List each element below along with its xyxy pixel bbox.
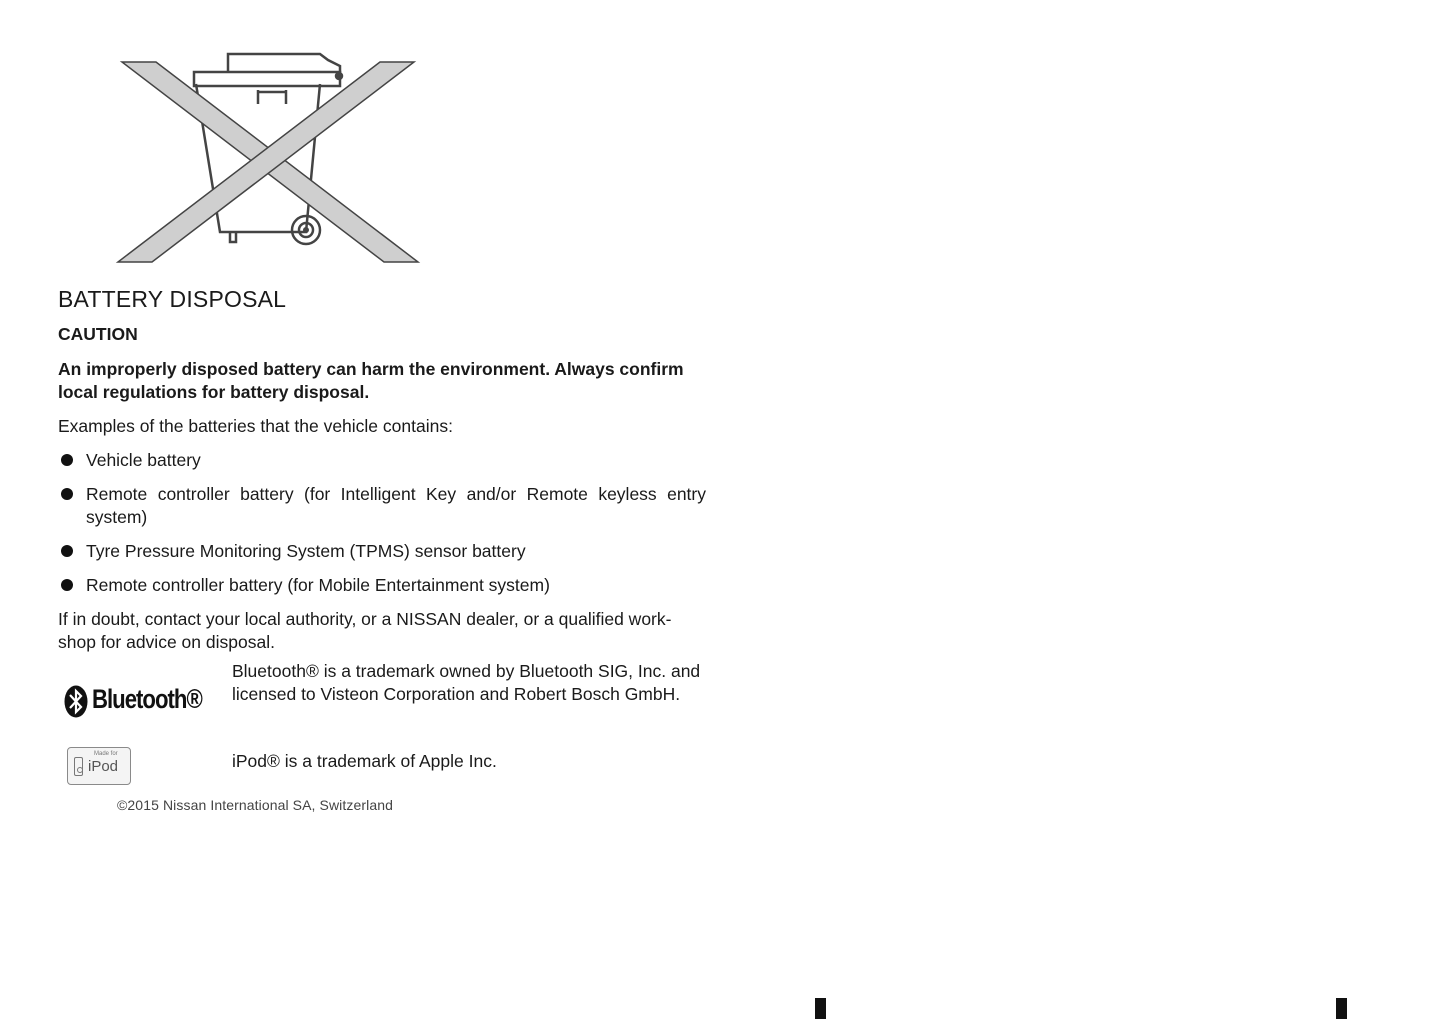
list-item-text: Vehicle battery — [86, 450, 201, 470]
list-item — [58, 574, 706, 597]
bullet-icon — [61, 545, 73, 557]
advice-text: If in doubt, contact your local authority, or a NISSAN dealer, or a qualified work-shop for advice on disposal. — [58, 609, 672, 652]
bullet-icon — [61, 579, 73, 591]
bullet-icon — [61, 488, 73, 500]
bluetooth-logo — [64, 684, 202, 722]
ipod-trademark-text: iPod® is a trademark of Apple Inc. — [232, 751, 497, 771]
ipod-logo-word: iPod — [88, 758, 119, 775]
bluetooth-wordmark: Bluetooth® — [92, 684, 202, 714]
list-item — [58, 540, 706, 563]
page-edge-marker-left — [815, 998, 826, 1019]
battery-list — [58, 449, 706, 608]
manual-page — [0, 0, 722, 1019]
caution-text: An improperly disposed battery can harm the environment. Always confirm local regulations for battery disposal. — [58, 359, 684, 402]
bluetooth-icon — [64, 685, 88, 718]
section-title: BATTERY DISPOSAL — [58, 286, 287, 312]
ipod-logo-small-text: Made for — [94, 751, 118, 757]
intro-text: Examples of the batteries that the vehicle contains: — [58, 416, 453, 436]
list-item-text: Remote controller battery (for Intelligent Key and/or Remote keyless entry system) — [86, 484, 706, 527]
crossed-out-wheelie-bin-icon — [58, 42, 478, 284]
page-edge-marker-right — [1336, 998, 1347, 1019]
list-item — [58, 449, 706, 472]
bullet-icon — [61, 454, 73, 466]
list-item-text: Remote controller battery (for Mobile Entertainment system) — [86, 575, 550, 595]
ipod-device-icon — [74, 757, 83, 776]
made-for-ipod-logo — [67, 747, 131, 785]
caution-label: CAUTION — [58, 324, 138, 344]
list-item-text: Tyre Pressure Monitoring System (TPMS) sensor battery — [86, 541, 526, 561]
bluetooth-trademark-text: Bluetooth® is a trademark owned by Bluetooth SIG, Inc. and licensed to Visteon Corporation and Robert Bosch GmbH. — [232, 661, 701, 704]
list-item — [58, 483, 706, 529]
copyright-notice: ©2015 Nissan International SA, Switzerland — [117, 797, 393, 813]
